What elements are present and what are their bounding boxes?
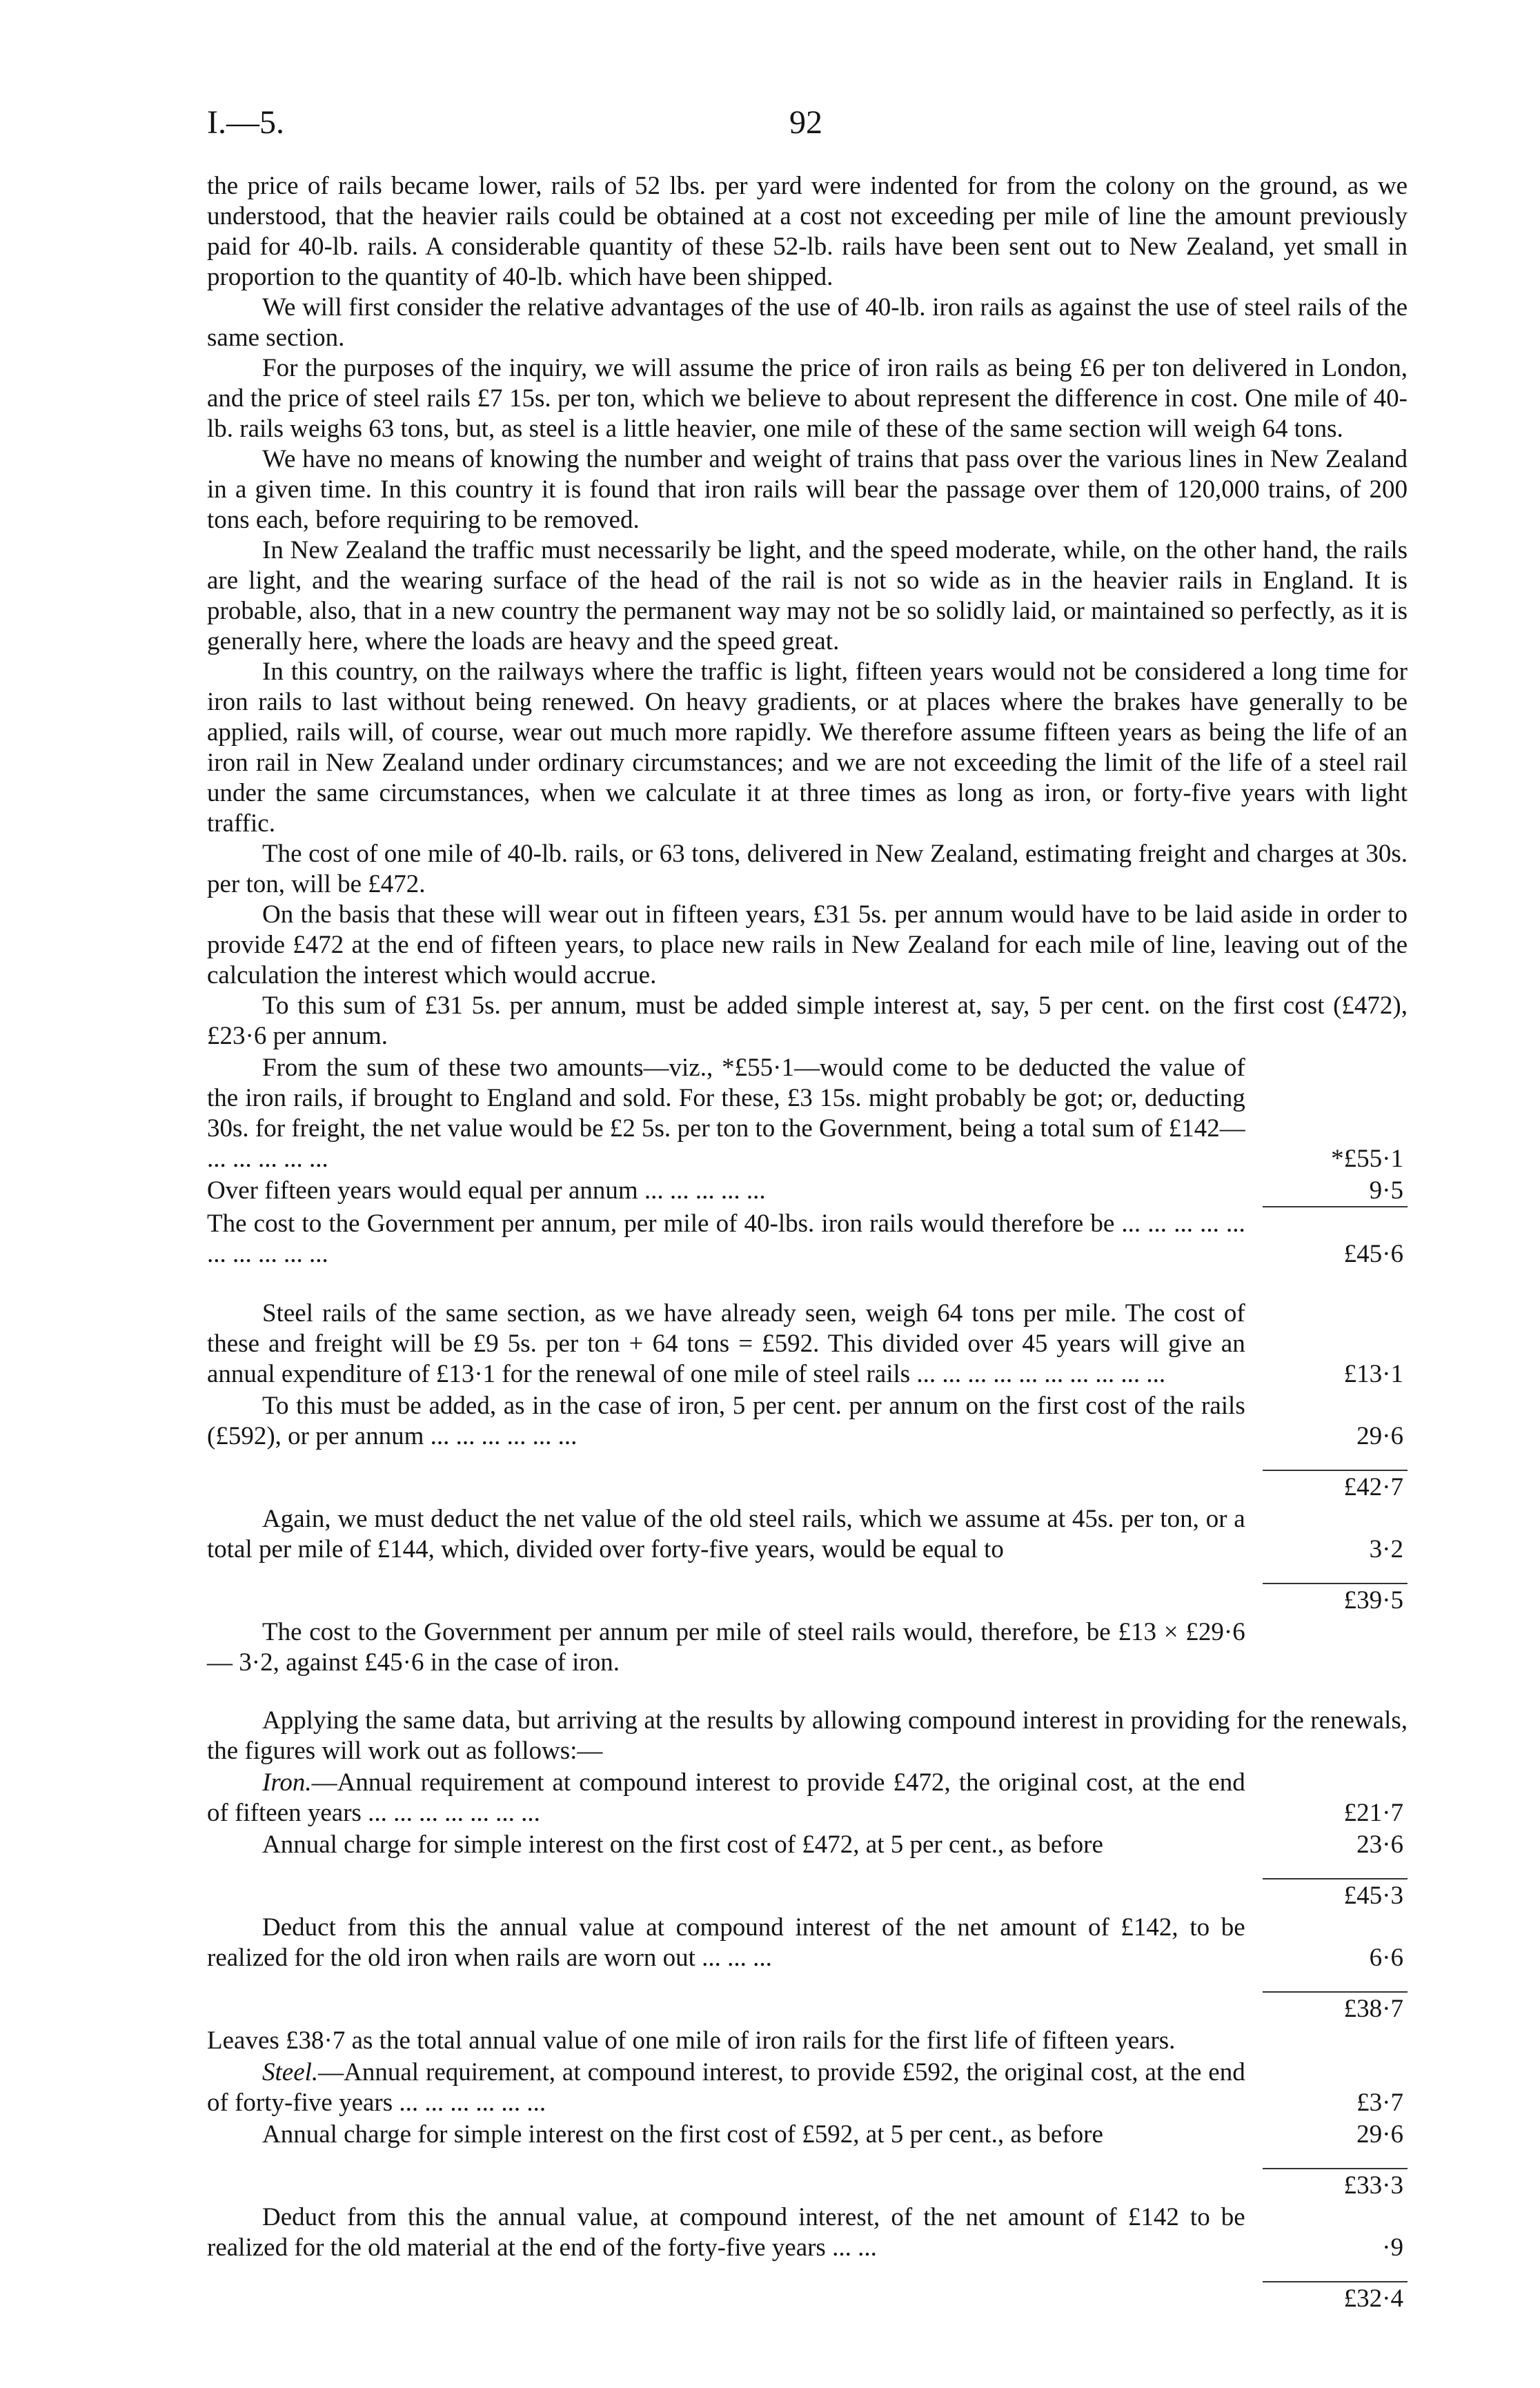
calc-text: —Annual requirement at compound interest to provide £472, the original cost, at the end of fifteen years ... ... ... ... ... ... ... (207, 1768, 1245, 1827)
sum-rule (207, 1991, 1408, 1993)
calc-text: Leaves £38·7 as the total annual value of one mile of iron rails for the first life of fifteen years. (207, 2026, 1176, 2055)
paragraph: To this sum of £31 5s. per annum, must be added simple interest at, say, 5 per cent. on the first cost (£472), £23·6 per annum. (207, 991, 1408, 1050)
calc-text: Deduct from this the annual value, at compound interest, of the net amount of £142 to be realized for the old material at the end of the forty-five years ... ... (207, 2203, 1245, 2262)
calc-total: £39·5 (1343, 1586, 1403, 1615)
calc-amount: ·9 (1382, 2233, 1403, 2262)
compound-steel-row (207, 2058, 1408, 2118)
paragraph: The cost of one mile of 40-lb. rails, or 63 tons, delivered in New Zealand, estimating freight and charges at 30s. per ton, will be £472. (207, 840, 1408, 898)
compound-iron-row (207, 2026, 1408, 2056)
calc-amount: 29·6 (1356, 2120, 1403, 2149)
calc-text: Again, we must deduct the net value of the old steel rails, which we assume at 45s. per ton, or a total per mile of £144, which, divided over forty-five years, would be equal to (207, 1505, 1245, 1563)
calc-text: The cost to the Government per annum, per mile of 40-lbs. iron rails would therefore be ... ... ... ... ... ... ... ... ... ... (207, 1210, 1245, 1268)
sum-rule (207, 1206, 1408, 1207)
calc-amount: 9·5 (1369, 1176, 1403, 1205)
calc-amount: *£55·1 (1331, 1145, 1403, 1173)
calc-amount: £21·7 (1343, 1799, 1403, 1827)
compound-iron-row (207, 1830, 1408, 1860)
sum-rule (207, 1470, 1408, 1471)
calc-total: £38·7 (1343, 1995, 1403, 2023)
compound-iron-row (207, 1768, 1408, 1828)
calc-amount: 6·6 (1369, 1944, 1403, 1972)
compound-iron-row (207, 1994, 1408, 2024)
sum-rule (207, 2281, 1408, 2282)
calc-text: Over fifteen years would equal per annum ... ... ... ... ... (207, 1176, 766, 1205)
paragraph: On the basis that these will wear out in fifteen years, £31 5s. per annum would have to be laid aside in order to provide £472 at the end of fifteen years, to place new rails in New Zealand for each mile of line, leaving out of the calculation the interest which would accrue. (207, 900, 1408, 989)
calc-subtotal: £33·3 (1343, 2171, 1403, 2200)
iron-label: Iron. (262, 1768, 312, 1797)
paragraph: We will first consider the relative advantages of the use of 40-lb. iron rails as against the use of steel rails of the same section. (207, 293, 1408, 352)
steel-calc-row (207, 1391, 1408, 1452)
sum-rule (207, 2168, 1408, 2169)
calc-amount: 23·6 (1356, 1831, 1403, 1859)
sum-rule (207, 1878, 1408, 1879)
document-reference: I.—5. (207, 104, 284, 141)
iron-calc-row (207, 1209, 1408, 1270)
paragraph: We have no means of knowing the number and weight of trains that pass over the various lines in New Zealand in a given time. In this country it is found that iron rails will bear the passage over them of 120,000 trains, of 200 tons each, before requiring to be removed. (207, 445, 1408, 534)
steel-label: Steel. (262, 2058, 319, 2086)
page-body (207, 171, 1408, 2314)
compound-iron-row (207, 1881, 1408, 1911)
paragraph: In New Zealand the traffic must necessarily be light, and the speed moderate, while, on the other hand, the rails are light, and the wearing surface of the head of the rail is not so wide as in the heavier rails in England. It is probable, also, that in a new country the permanent way may not be so solidly laid, or maintained so perfectly, as it is generally here, where the loads are heavy and the speed great. (207, 536, 1408, 655)
compound-iron-row (207, 1913, 1408, 1973)
calc-total: £32·4 (1343, 2285, 1403, 2313)
sum-rule (207, 1583, 1408, 1584)
calc-text: To this must be added, as in the case of iron, 5 per cent. per annum on the first cost of the rails (£592), or per annum ... ... ... ... ... ... (207, 1392, 1245, 1450)
calc-text: Annual charge for simple interest on the first cost of £472, at 5 per cent., as before (262, 1831, 1103, 1859)
compound-steel-row (207, 2120, 1408, 2150)
calc-total: £45·6 (1343, 1240, 1403, 1268)
iron-calc-row (207, 1053, 1408, 1174)
compound-steel-row (207, 2171, 1408, 2201)
iron-calc-row (207, 1176, 1408, 1206)
steel-calc-row (207, 1504, 1408, 1565)
compound-steel-row (207, 2284, 1408, 2314)
calc-text: —Annual requirement, at compound interest, to provide £592, the original cost, at the end of forty-five years ... ... ... ... ... ... (207, 2058, 1245, 2117)
steel-calc-row (207, 1472, 1408, 1503)
page-number: 92 (789, 104, 822, 141)
calc-amount: £3·7 (1356, 2089, 1403, 2117)
calc-subtotal: £45·3 (1343, 1882, 1403, 1910)
calc-amount: £13·1 (1343, 1360, 1403, 1388)
steel-calc-row (207, 1586, 1408, 1616)
paragraph: Applying the same data, but arriving at the results by allowing compound interest in providing for the renewals, the figures will work out as follows:— (207, 1706, 1408, 1765)
paragraph: the price of rails became lower, rails of 52 lbs. per yard were indented for from the colony on the ground, as we understood, that the heavier rails could be obtained at a cost not exceeding per mile of line the amount previously paid for 40-lb. rails. A considerable quantity of these 52-lb. rails have been sent out to New Zealand, yet small in proportion to the quantity of 40-lb. which have been shipped. (207, 172, 1408, 291)
paragraph: For the purposes of the inquiry, we will assume the price of iron rails as being £6 per ton delivered in London, and the price of steel rails £7 15s. per ton, which we believe to about represent the difference in cost. One mile of 40-lb. rails weighs 63 tons, but, as steel is a little heavier, one mile of these of the same section will weigh 64 tons. (207, 354, 1408, 443)
calc-text: Steel rails of the same section, as we have already seen, weigh 64 tons per mile. The cost of these and freight will be £9 5s. per ton + 64 tons = £592. This divided over 45 years will give an annual expenditure of £13·1 for the renewal of one mile of steel rails ... ... ... ... ... ... ... ... ... ... (207, 1299, 1245, 1388)
calc-text: From the sum of these two amounts—viz., *£55·1—would come to be deducted the value of the iron rails, if brought to England and sold. For these, £3 15s. might probably be got; or, deducting 30s. for freight, the net value would be £2 5s. per ton to the Government, being a total sum of £142— ... ... ... ... ... (207, 1054, 1245, 1173)
calc-text: Deduct from this the annual value at compound interest of the net amount of £142, to be realized for the old iron when rails are worn out ... ... ... (207, 1913, 1245, 1972)
calc-amount: 3·2 (1369, 1535, 1403, 1563)
page-header (207, 103, 1408, 152)
calc-subtotal: £42·7 (1343, 1473, 1403, 1501)
calc-text: The cost to the Government per annum per mile of steel rails would, therefore, be £13 × £29·6 — 3·2, against £45·6 in the case of iron. (207, 1618, 1245, 1677)
calc-text: Annual charge for simple interest on the first cost of £592, at 5 per cent., as before (262, 2120, 1103, 2149)
steel-calc-row (207, 1617, 1408, 1678)
compound-steel-row (207, 2202, 1408, 2263)
steel-calc-row (207, 1299, 1408, 1390)
calc-amount: 29·6 (1356, 1422, 1403, 1450)
paragraph: In this country, on the railways where the traffic is light, fifteen years would not be considered a long time for iron rails to last without being renewed. On heavy gradients, or at places where the brakes have generally to be applied, rails will, of course, wear out much more rapidly. We therefore assume fifteen years as being the life of an iron rail in New Zealand under ordinary circumstances; and we are not exceeding the limit of the life of a steel rail under the same circumstances, when we calculate it at three times as long as iron, or forty-five years with light traffic. (207, 658, 1408, 838)
